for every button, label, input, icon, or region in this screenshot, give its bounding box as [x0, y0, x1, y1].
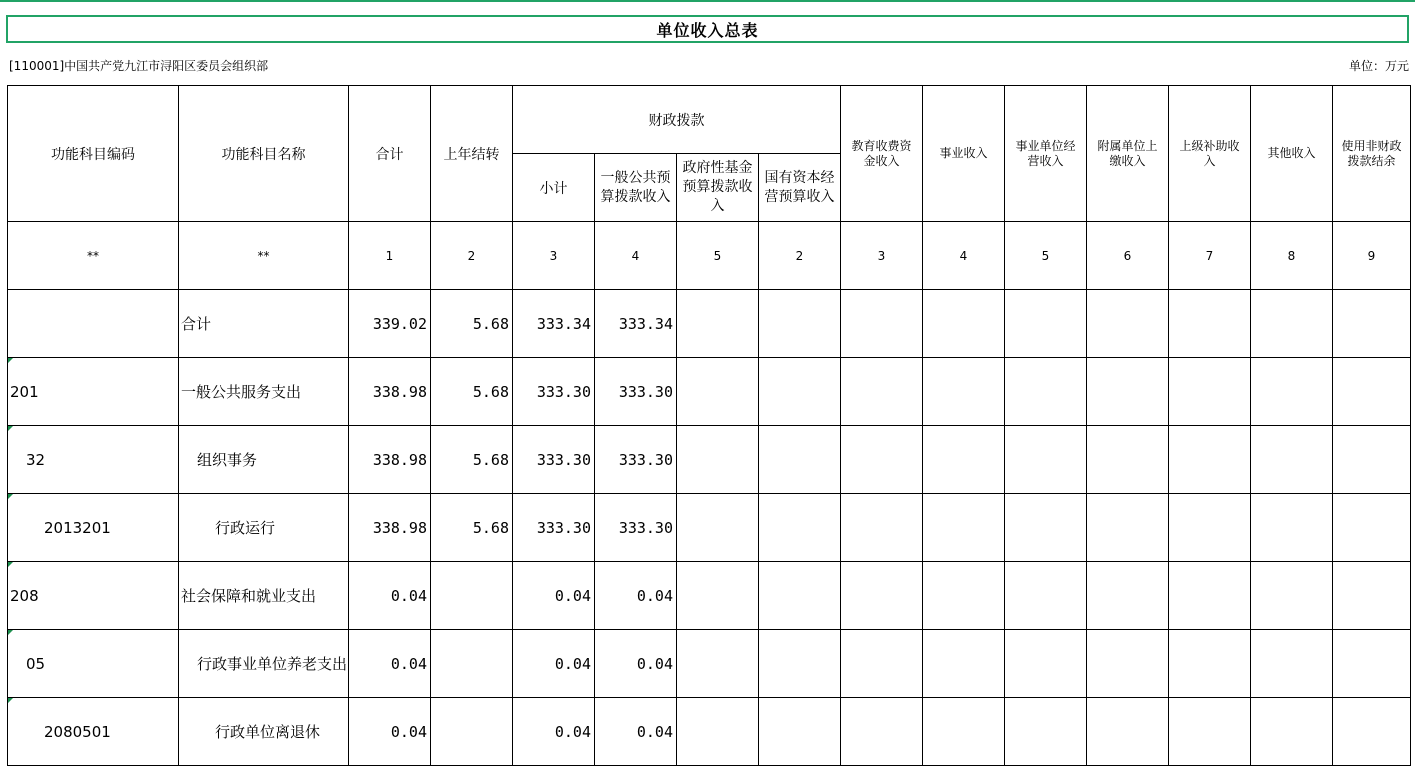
index-cell[interactable]: 4	[595, 222, 677, 290]
index-cell[interactable]: 7	[1169, 222, 1251, 290]
subtotal-cell[interactable]: 333.30	[513, 426, 595, 494]
table-row	[8, 562, 1411, 630]
empty-cell[interactable]	[1169, 494, 1251, 562]
empty-cell[interactable]	[1087, 290, 1169, 358]
code-text: 32	[26, 450, 46, 469]
total-cell[interactable]: 338.98	[349, 358, 431, 426]
general-budget-cell[interactable]: 0.04	[595, 562, 677, 630]
total-cell[interactable]: 339.02	[349, 290, 431, 358]
header-other-income[interactable]: 其他收入	[1251, 86, 1333, 222]
total-cell[interactable]: 0.04	[349, 630, 431, 698]
empty-cell[interactable]	[1087, 630, 1169, 698]
code-text: 208	[10, 586, 39, 605]
general-budget-cell[interactable]: 0.04	[595, 698, 677, 766]
empty-cell[interactable]	[1005, 494, 1087, 562]
header-name[interactable]: 功能科目名称	[179, 86, 349, 222]
text-number-marker-icon	[8, 358, 13, 363]
empty-cell[interactable]	[1169, 698, 1251, 766]
subtotal-cell[interactable]: 333.30	[513, 494, 595, 562]
empty-cell[interactable]	[1087, 358, 1169, 426]
carryover-cell[interactable]	[431, 698, 513, 766]
header-affiliated-income[interactable]: 附属单位上缴收入	[1087, 86, 1169, 222]
empty-cell[interactable]	[677, 426, 759, 494]
page-title: 单位收入总表	[656, 20, 759, 40]
empty-cell[interactable]	[1333, 562, 1411, 630]
empty-cell[interactable]	[1169, 426, 1251, 494]
name-cell[interactable]: 行政事业单位养老支出	[179, 630, 349, 698]
carryover-cell[interactable]	[431, 562, 513, 630]
header-total[interactable]: 合计	[349, 86, 431, 222]
carryover-cell[interactable]: 5.68	[431, 426, 513, 494]
index-cell[interactable]: 3	[841, 222, 923, 290]
empty-cell[interactable]	[1005, 698, 1087, 766]
empty-cell[interactable]	[1333, 630, 1411, 698]
empty-cell[interactable]	[841, 698, 923, 766]
empty-cell[interactable]	[1005, 290, 1087, 358]
name-cell[interactable]: 行政单位离退休	[179, 698, 349, 766]
total-cell[interactable]: 0.04	[349, 562, 431, 630]
index-cell[interactable]: **	[179, 222, 349, 290]
empty-cell[interactable]	[759, 358, 841, 426]
code-cell[interactable]	[8, 358, 179, 426]
empty-cell[interactable]	[1169, 562, 1251, 630]
subtotal-cell[interactable]: 333.34	[513, 290, 595, 358]
name-cell[interactable]: 组织事务	[179, 426, 349, 494]
header-state-capital[interactable]: 国有资本经营预算收入	[759, 154, 841, 222]
index-cell[interactable]: 6	[1087, 222, 1169, 290]
empty-cell[interactable]	[923, 494, 1005, 562]
income-table	[7, 85, 1411, 766]
code-text: 201	[10, 382, 39, 401]
table-row	[8, 630, 1411, 698]
top-green-line	[0, 0, 1415, 2]
text-number-marker-icon	[8, 426, 13, 431]
index-cell[interactable]: 2	[431, 222, 513, 290]
code-cell[interactable]	[8, 494, 179, 562]
empty-cell[interactable]	[1169, 290, 1251, 358]
title-cell-selected[interactable]	[6, 15, 1409, 43]
table-row	[8, 426, 1411, 494]
empty-cell[interactable]	[1251, 630, 1333, 698]
empty-cell[interactable]	[1251, 698, 1333, 766]
empty-cell[interactable]	[923, 698, 1005, 766]
empty-cell[interactable]	[1333, 494, 1411, 562]
empty-cell[interactable]	[677, 358, 759, 426]
table-row	[8, 290, 1411, 358]
index-cell[interactable]: 8	[1251, 222, 1333, 290]
empty-cell[interactable]	[1169, 358, 1251, 426]
subtotal-cell[interactable]: 333.30	[513, 358, 595, 426]
empty-cell[interactable]	[759, 630, 841, 698]
empty-cell[interactable]	[1087, 426, 1169, 494]
empty-cell[interactable]	[841, 426, 923, 494]
carryover-cell[interactable]: 5.68	[431, 290, 513, 358]
empty-cell[interactable]	[841, 630, 923, 698]
empty-cell[interactable]	[1251, 494, 1333, 562]
total-cell[interactable]: 338.98	[349, 494, 431, 562]
code-text: 2013201	[44, 518, 111, 537]
index-cell[interactable]: 2	[759, 222, 841, 290]
empty-cell[interactable]	[677, 562, 759, 630]
department-label: [110001]中国共产党九江市浔阳区委员会组织部	[9, 59, 269, 73]
general-budget-cell[interactable]: 333.30	[595, 426, 677, 494]
empty-cell[interactable]	[1087, 698, 1169, 766]
general-budget-cell[interactable]: 0.04	[595, 630, 677, 698]
name-cell[interactable]: 一般公共服务支出	[179, 358, 349, 426]
empty-cell[interactable]	[759, 562, 841, 630]
carryover-cell[interactable]	[431, 630, 513, 698]
code-text: 2080501	[44, 722, 111, 741]
carryover-cell[interactable]: 5.68	[431, 358, 513, 426]
empty-cell[interactable]	[923, 290, 1005, 358]
subtotal-cell[interactable]: 0.04	[513, 562, 595, 630]
empty-cell[interactable]	[841, 562, 923, 630]
header-education-fee[interactable]: 教育收费资金收入	[841, 86, 923, 222]
income-table-wrapper	[7, 85, 1411, 766]
empty-cell[interactable]	[1251, 426, 1333, 494]
index-cell[interactable]: 3	[513, 222, 595, 290]
empty-cell[interactable]	[1251, 290, 1333, 358]
total-cell[interactable]: 338.98	[349, 426, 431, 494]
header-gov-fund[interactable]: 政府性基金预算拨款收入	[677, 154, 759, 222]
empty-cell[interactable]	[1333, 358, 1411, 426]
code-cell[interactable]	[8, 630, 179, 698]
header-non-fiscal-balance[interactable]: 使用非财政拨款结余	[1333, 86, 1411, 222]
header-carryover[interactable]: 上年结转	[431, 86, 513, 222]
general-budget-cell[interactable]: 333.30	[595, 494, 677, 562]
empty-cell[interactable]	[923, 562, 1005, 630]
carryover-cell[interactable]: 5.68	[431, 494, 513, 562]
index-cell[interactable]: 5	[677, 222, 759, 290]
text-number-marker-icon	[8, 698, 13, 703]
empty-cell[interactable]	[1251, 358, 1333, 426]
table-row	[8, 698, 1411, 766]
empty-cell[interactable]	[1005, 562, 1087, 630]
index-cell[interactable]: 5	[1005, 222, 1087, 290]
header-general-budget[interactable]: 一般公共预算拨款收入	[595, 154, 677, 222]
header-business-income[interactable]: 事业收入	[923, 86, 1005, 222]
empty-cell[interactable]	[1251, 562, 1333, 630]
empty-cell[interactable]	[677, 290, 759, 358]
empty-cell[interactable]	[841, 290, 923, 358]
text-number-marker-icon	[8, 562, 13, 567]
index-cell[interactable]: 4	[923, 222, 1005, 290]
empty-cell[interactable]	[677, 494, 759, 562]
header-code[interactable]: 功能科目编码	[8, 86, 179, 222]
subtotal-cell[interactable]: 0.04	[513, 698, 595, 766]
empty-cell[interactable]	[1333, 290, 1411, 358]
empty-cell[interactable]	[923, 426, 1005, 494]
header-operating-income[interactable]: 事业单位经营收入	[1005, 86, 1087, 222]
text-number-marker-icon	[8, 630, 13, 635]
header-superior-subsidy[interactable]: 上级补助收入	[1169, 86, 1251, 222]
empty-cell[interactable]	[1005, 358, 1087, 426]
empty-cell[interactable]	[1333, 426, 1411, 494]
empty-cell[interactable]	[759, 494, 841, 562]
table-row	[8, 494, 1411, 562]
empty-cell[interactable]	[923, 358, 1005, 426]
empty-cell[interactable]	[841, 494, 923, 562]
empty-cell[interactable]	[841, 358, 923, 426]
index-row	[8, 222, 1411, 290]
empty-cell[interactable]	[1087, 562, 1169, 630]
empty-cell[interactable]	[759, 290, 841, 358]
empty-cell[interactable]	[1087, 494, 1169, 562]
code-cell[interactable]	[8, 290, 179, 358]
table-row	[8, 358, 1411, 426]
unit-label: 单位：万元	[1348, 59, 1409, 73]
empty-cell[interactable]	[677, 698, 759, 766]
empty-cell[interactable]	[1005, 630, 1087, 698]
text-number-marker-icon	[8, 494, 13, 499]
subtotal-cell[interactable]: 0.04	[513, 630, 595, 698]
index-cell[interactable]: 9	[1333, 222, 1411, 290]
code-cell[interactable]	[8, 562, 179, 630]
name-cell[interactable]: 社会保障和就业支出	[179, 562, 349, 630]
code-text: 05	[26, 654, 46, 673]
header-fiscal-group[interactable]: 财政拨款	[513, 86, 841, 154]
header-row-1	[8, 86, 1411, 154]
header-subtotal[interactable]: 小计	[513, 154, 595, 222]
index-cell[interactable]: **	[8, 222, 179, 290]
empty-cell[interactable]	[1333, 698, 1411, 766]
name-cell[interactable]: 合计	[179, 290, 349, 358]
name-cell[interactable]: 行政运行	[179, 494, 349, 562]
empty-cell[interactable]	[1169, 630, 1251, 698]
total-cell[interactable]: 0.04	[349, 698, 431, 766]
general-budget-cell[interactable]: 333.34	[595, 290, 677, 358]
general-budget-cell[interactable]: 333.30	[595, 358, 677, 426]
empty-cell[interactable]	[759, 426, 841, 494]
empty-cell[interactable]	[923, 630, 1005, 698]
empty-cell[interactable]	[759, 698, 841, 766]
code-cell[interactable]	[8, 426, 179, 494]
empty-cell[interactable]	[1005, 426, 1087, 494]
empty-cell[interactable]	[677, 630, 759, 698]
index-cell[interactable]: 1	[349, 222, 431, 290]
code-cell[interactable]	[8, 698, 179, 766]
